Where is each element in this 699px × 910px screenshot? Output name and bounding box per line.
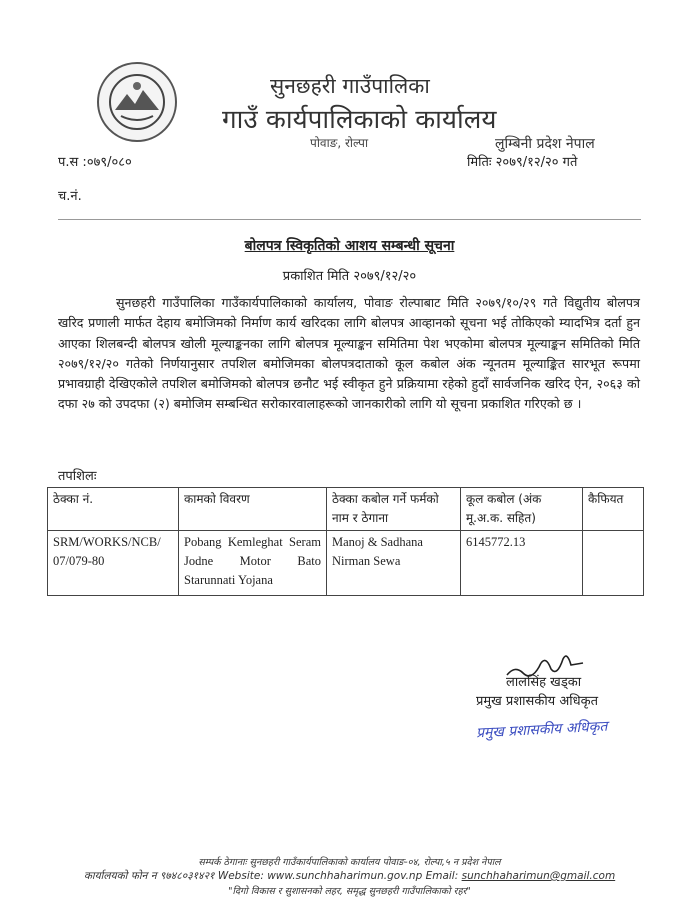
municipality-emblem: [97, 62, 177, 142]
notice-body: सुनछहरी गाउँपालिका गाउँकार्यपालिकाको कार्यालय, पोवाङ रोल्पाबाट मिति २०७९/१०/२९ गते विद्युतीय बोलपत्र खरिद प्रणाली मार्फत देहाय बमोजिमको निर्माण कार्य खरिदका लागि बोलपत्र आव्हानको सूचना भई तोकिएको म्यादभित्र दर्ता हुन आएका शिलबन्दी बोलपत्र खोली मूल्याङ्कनका लागि बोलपत्र मूल्याङ्कन समितिमा पेश भएकोमा बोलपत्र मूल्याङ्कन समितिको मिति २०७९/१२/२० गतेको निर्णयानुसार तपशिल बमोजिमका बोलपत्रदाताको कूल कबोल अंक न्यूनतम मूल्याङ्कित सारभूत रूपमा प्रभावग्राही देखिएकोले तपशिल बमोजिमको बोलपत्र छनौट भई स्वीकृत हुने प्रक्रियामा रहेको हुदाँ सार्वजनिक खरिद ऐन, २०६३ को दफा २७ को उपदफा (२) बमोजिम सम्बन्धित सरोकारवालाहरूको जानकारीको लागि यो सूचना प्रकाशित गरिएको छ ।: [58, 295, 640, 412]
footer-phone: ९७४८०३१४२१: [159, 870, 215, 882]
letter-date: मितिः २०७९/१२/२० गते: [467, 155, 578, 170]
header-contract-no: ठेक्का नं.: [48, 488, 179, 531]
table-row: [48, 531, 644, 596]
reference-number: प.स :०७९/०८०: [58, 155, 132, 170]
official-stamp: प्रमुख प्रशासकीय अधिकृत: [475, 718, 608, 742]
published-date: प्रकाशित मिति २०७९/१२/२०: [282, 269, 417, 284]
notice-subject-text: बोलपत्र स्विकृतिको आशय सम्बन्धी सूचना: [244, 238, 455, 254]
footer-email-label: Email:: [425, 870, 459, 882]
table-header-row: [48, 488, 644, 531]
footer-website-link[interactable]: www.sunchhaharimun.gov.np: [267, 870, 423, 882]
footer-phone-label: कार्यालयको फोन न: [83, 870, 157, 882]
dispatch-number: च.नं.: [58, 189, 82, 204]
bid-table: [47, 487, 644, 596]
cell-work-description: Pobang Kemleghat Seram Jodne Motor Bato Starunnati Yojana: [179, 531, 327, 596]
office-address: पोवाङ, रोल्पा: [310, 136, 369, 150]
cell-total-bid: 6145772.13: [461, 531, 583, 596]
footer-website-label: Website:: [217, 870, 264, 882]
footer-contact: [0, 869, 699, 883]
footer-slogan: "दिगो विकास र सुशासनको लहर, समृद्ध सुनछहरी गाउँपालिकाको रहर": [228, 886, 471, 897]
footer-address: सम्पर्क ठेगानाः सुनछहरी गाउँकार्यपालिकाको कार्यालय पोवाङ-०४, रोल्पा,५ न प्रदेश नेपाल: [198, 857, 501, 868]
cell-remarks: [583, 531, 644, 596]
signatory-name: लालसिंह खड्का: [506, 675, 582, 690]
municipality-name: सुनछहरी गाउँपालिका: [270, 74, 430, 98]
signatory-title: प्रमुख प्रशासकीय अधिकृत: [476, 694, 599, 709]
header-total-bid: कूल कबोल (अंक मू.अ.क. सहित): [461, 488, 583, 531]
header-remarks: कैफियत: [583, 488, 644, 531]
cell-firm-name: Manoj & Sadhana Nirman Sewa: [327, 531, 461, 596]
footer-email-link[interactable]: sunchhaharimun@gmail.com: [461, 870, 616, 882]
cell-contract-no: SRM/WORKS/NCB/ 07/079-80: [48, 531, 179, 596]
header-divider: [58, 219, 641, 220]
office-name: गाउँ कार्यपालिकाको कार्यालय: [222, 105, 497, 135]
notice-subject: [0, 236, 699, 255]
province-label: लुम्बिनी प्रदेश नेपाल: [495, 136, 595, 152]
details-label: तपशिलः: [58, 469, 97, 484]
emblem-icon: [107, 72, 167, 132]
header-work-description: कामको विवरण: [179, 488, 327, 531]
header-firm-name: ठेक्का कबोल गर्ने फर्मको नाम र ठेगाना: [327, 488, 461, 531]
